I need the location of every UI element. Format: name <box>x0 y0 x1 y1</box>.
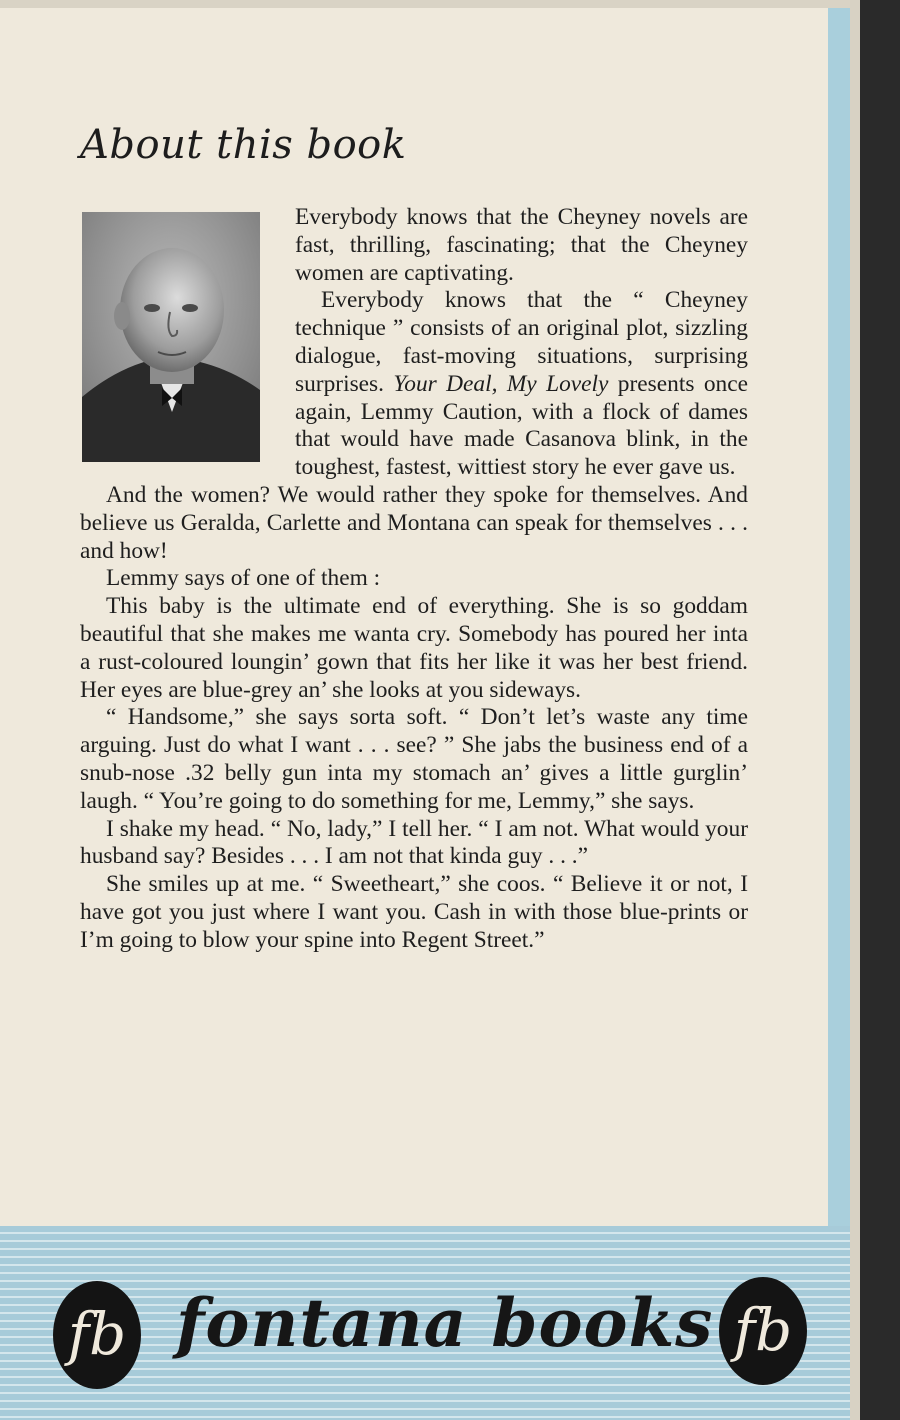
cover-top-edge <box>0 0 850 8</box>
paragraph-4: Lemmy says of one of them : <box>106 565 381 592</box>
paragraph-2-text: Everybody knows that the “ Cheyney technique ” consists of an original plot, sizzling dialogue, fast-moving situations, surprising surprises. <box>295 287 748 397</box>
book-description <box>80 204 748 955</box>
paragraph-6: “ Handsome,” she says sorta soft. “ Don’t let’s waste any time arguing. Just do what I want . . . see? ” She jabs the business end of a snub-nose .32 belly gun inta my stomach an’ gives a little gurglin’ laugh. “ You’re going to do something for me, Lemmy,” she says. <box>80 704 748 814</box>
page-title: About this book <box>80 122 407 168</box>
logo-left-text: fb <box>67 1300 127 1368</box>
blue-edge-strip <box>828 8 850 1420</box>
paragraph-5: This baby is the ultimate end of everything. She is so goddam beautiful that she makes me wanta cry. Somebody has poured her inta a rust-coloured loungin’ gown that fits her like it was her best friend. Her eyes are blue-grey an’ she looks at you sideways. <box>80 593 748 703</box>
logo-right-text: fb <box>733 1296 793 1364</box>
book-title-inline: Your Deal, My Lovely <box>393 370 609 397</box>
paragraph-1: Everybody knows that the Cheyney novels are fast, thrilling, fascinating; that the Cheyney women are captivating. <box>295 204 748 286</box>
paragraph-7: I shake my head. “ No, lady,” I tell her. “ I am not. What would your husband say? Besides . . . I am not that kinda guy . . .” <box>80 815 748 870</box>
fontana-logo-left-icon <box>52 1280 142 1390</box>
paragraph-8: She smiles up at me. “ Sweetheart,” she coos. “ Believe it or not, I have got you just where I want you. Cash in with those blue-prints or I’m going to blow your spine into Regent Street.” <box>80 871 748 953</box>
page-edge <box>850 0 860 1420</box>
paragraph-3: And the women? We would rather they spoke for themselves. And believe us Geralda, Carlette and Montana can speak for themselves . . . and how! <box>80 481 748 564</box>
publisher-name: fontana books <box>176 1284 714 1362</box>
photo-spacer <box>80 204 295 476</box>
paragraph-2-text-cont: presents once again, Lemmy Caution, with a flock of dames that would have made Casanova blink, in the toughest, fastest, wittiest story he ever gave us. <box>295 370 748 481</box>
fontana-logo-right-icon <box>718 1276 808 1386</box>
